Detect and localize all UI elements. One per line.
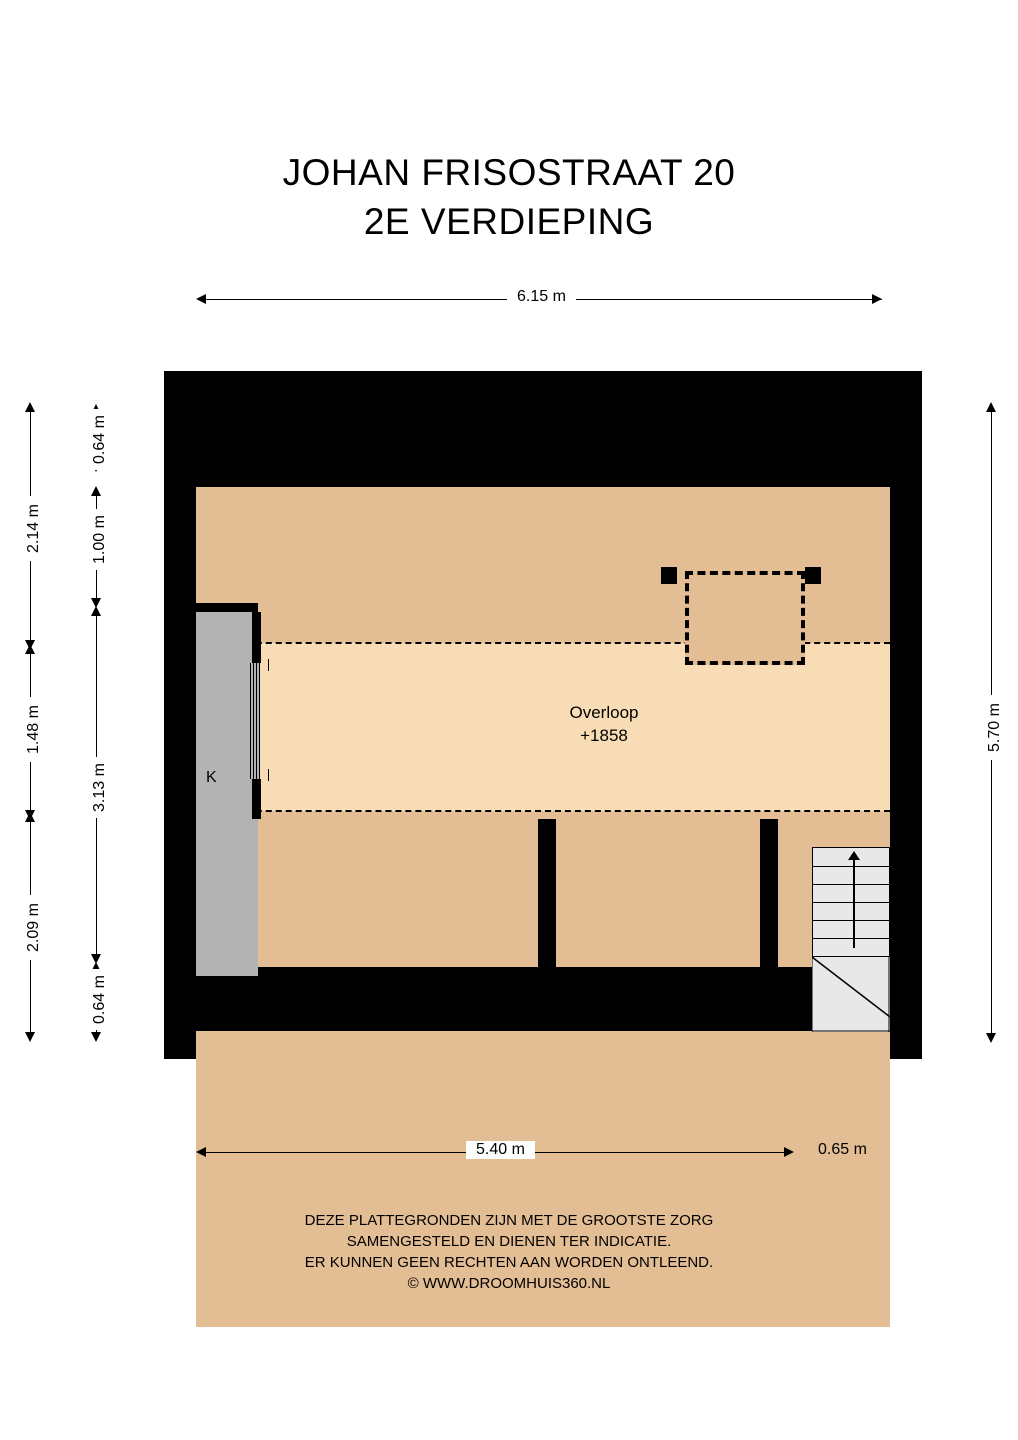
left-inner-label-313: 3.13 m (89, 757, 111, 818)
left-inner-arrow-b1 (91, 486, 101, 496)
top-dimension-arrow-left (196, 294, 206, 304)
left-inner-arrow-d2 (91, 1032, 101, 1042)
left-outer-arrow-bottom2 (25, 1032, 35, 1042)
closet-door-tick-top (268, 659, 269, 671)
footer-line-1: DEZE PLATTEGRONDEN ZIJN MET DE GROOTSTE ZORG (304, 1212, 714, 1229)
room-name: Overloop (569, 703, 639, 722)
closet-shaft-area (196, 603, 258, 976)
stair-direction-arrow-icon (848, 851, 860, 860)
closet-label: K (206, 769, 217, 786)
right-dimension-arrow-bottom (986, 1033, 996, 1043)
left-inner-label-064a: 0.64 m (89, 409, 111, 470)
footer-line-3: ER KUNNEN GEEN RECHTEN AAN WORDEN ONTLEEND. (304, 1254, 714, 1271)
corridor-boundary-bottom (196, 810, 890, 812)
top-dimension-label: 6.15 m (507, 288, 576, 306)
footer-line-2: SAMENGESTELD EN DIENEN TER INDICATIE. (346, 1233, 672, 1250)
left-outer-label-214: 2.14 m (23, 496, 45, 561)
top-dimension-arrow-right (872, 294, 882, 304)
closet-door-tick-bottom (268, 769, 269, 781)
roof-hatch-outline (685, 571, 805, 665)
left-inner-arrow-c1 (91, 606, 101, 616)
bottom-dimension-label-540: 5.40 m (466, 1141, 535, 1159)
title-address: JOHAN FRISOSTRAAT 20 (282, 152, 736, 193)
hatch-wall-stub-left (661, 567, 677, 584)
left-outer-arrow-mid2 (25, 644, 35, 654)
stair-direction-line (853, 860, 855, 948)
staircase-diagonal (812, 957, 890, 1032)
title-floor: 2E VERDIEPING (363, 201, 655, 242)
left-inner-label-064b: 0.64 m (89, 969, 111, 1030)
disclaimer-footer (0, 1210, 1018, 1294)
bottom-dimension-label-065: 0.65 m (818, 1141, 867, 1158)
left-outer-arrow-bottom1 (25, 812, 35, 822)
left-outer-label-209: 2.09 m (23, 895, 45, 960)
lower-void-area (196, 967, 890, 1031)
partition-wall-left (538, 819, 556, 967)
right-dimension-arrow-top (986, 402, 996, 412)
closet-door (250, 663, 260, 779)
closet-wall-lower (252, 779, 261, 819)
bottom-arrow-mid (784, 1147, 794, 1157)
footer-line-4: © WWW.DROOMHUIS360.NL (407, 1275, 611, 1292)
left-outer-arrow-top (25, 402, 35, 412)
upper-void-area (196, 399, 890, 487)
floor-plan (164, 371, 922, 1059)
right-dimension-label: 5.70 m (984, 695, 1006, 760)
hatch-wall-stub-right (805, 567, 821, 584)
closet-wall-upper (252, 612, 261, 663)
bottom-arrow-left (196, 1147, 206, 1157)
left-outer-label-148: 1.48 m (23, 697, 45, 762)
room-level: +1858 (580, 726, 628, 745)
room-label-overloop (504, 701, 704, 747)
partition-wall-right (760, 819, 778, 967)
left-inner-label-100: 1.00 m (89, 509, 111, 570)
page-title (0, 148, 1018, 246)
